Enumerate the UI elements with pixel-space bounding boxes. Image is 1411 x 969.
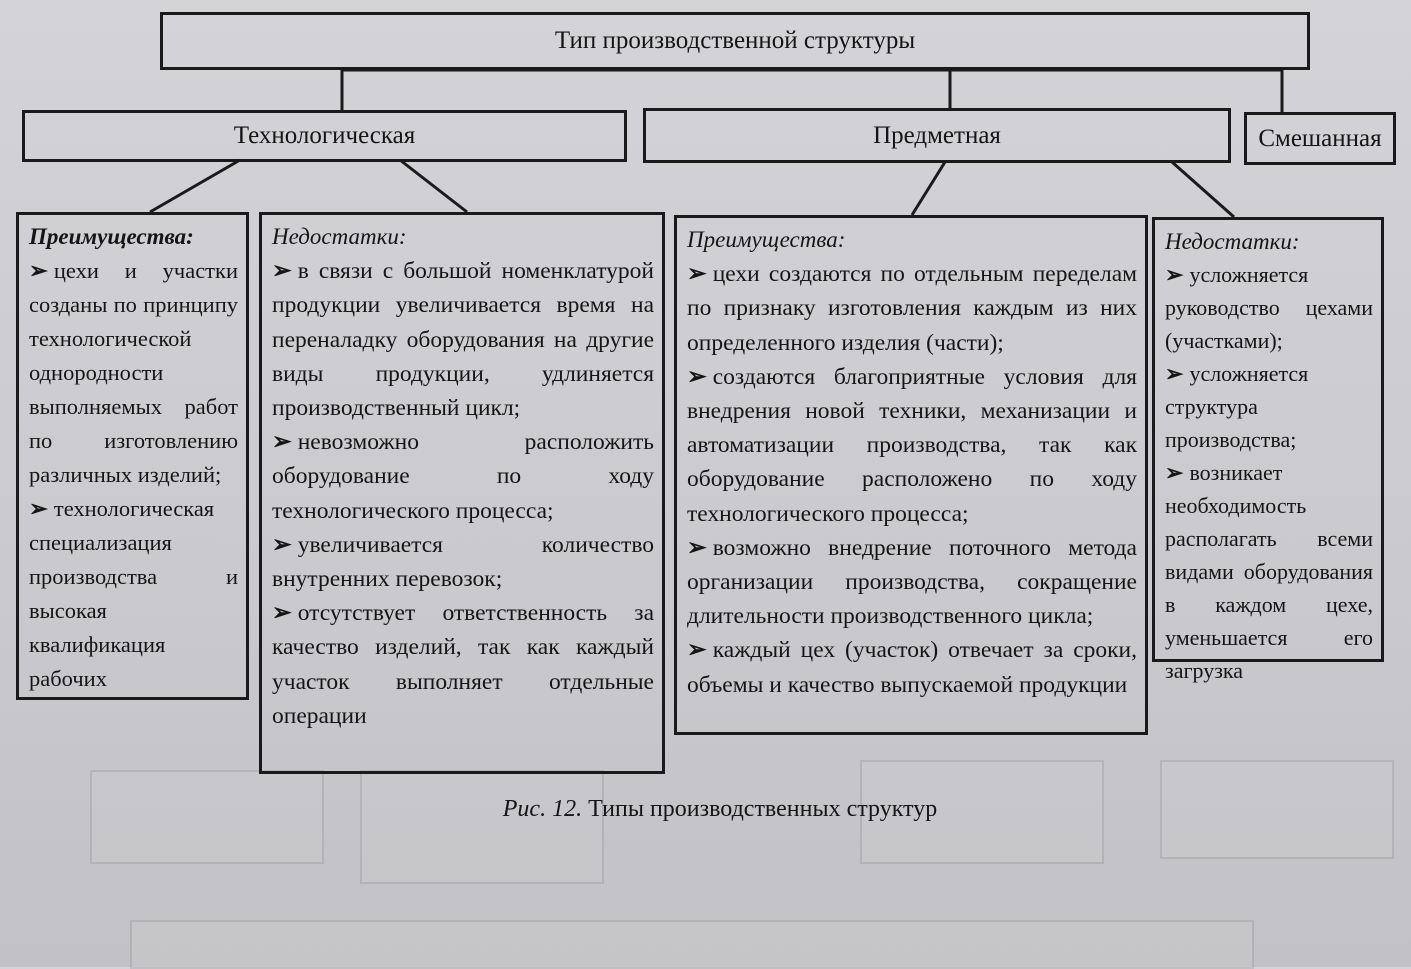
figure-label: Рис. 12. [502,796,583,822]
list-item: ➢ возникает необходимость располагать всеми видами оборудования в каждом цехе, уменьшается его загрузка [1165,460,1373,683]
arrow-bullet-icon: ➢ [272,600,292,627]
list-item: ➢ отсутствует ответственность за качество изделий, так как каждый участок выполняет отдельные операции [272,600,654,729]
subject-advantages-box [674,215,1148,735]
type-subject-box [643,108,1231,163]
list-item: ➢ технологическая специализация производства и высокая квалификация рабочих [29,496,238,691]
technological-advantages-list [29,254,238,696]
subject-advantages-list [687,257,1137,702]
arrow-bullet-icon: ➢ [1165,460,1184,485]
arrow-bullet-icon: ➢ [687,534,707,561]
arrow-bullet-icon: ➢ [687,261,707,288]
type-technological-label: Технологическая [233,122,416,149]
technological-disadvantages-box [259,212,665,774]
list-item: ➢ цехи и участки созданы по принципу технологической однородности выполняемых работ по изготовлению различных изделий; [29,258,238,487]
list-item: ➢ усложняется структура производства; [1165,361,1309,452]
arrow-bullet-icon: ➢ [272,429,292,456]
technological-disadvantages-heading: Недостатки: [272,224,407,249]
figure-caption [440,796,1000,823]
arrow-bullet-icon: ➢ [687,363,707,390]
arrow-bullet-icon: ➢ [29,496,48,521]
arrow-bullet-icon: ➢ [272,258,292,285]
arrow-bullet-icon: ➢ [687,637,707,664]
list-item: ➢ увеличивается количество внутренних перевозок; [272,531,654,593]
connector-tech-disadvantages [400,160,467,212]
subject-disadvantages-heading: Недостатки: [1165,229,1300,254]
list-item: ➢ создаются благоприятные условия для внедрения новой техники, механизации и автоматизации производства, так как оборудование расположено по ходу технологического процесса; [687,363,1137,527]
arrow-bullet-icon: ➢ [272,531,292,558]
type-mixed-box [1244,112,1396,165]
arrow-bullet-icon: ➢ [29,258,48,283]
arrow-bullet-icon: ➢ [1165,361,1184,386]
list-item: ➢ возможно внедрение поточного метода организации производства, сокращение длительности производственного цикла; [687,534,1137,630]
title-text: Тип производственной структуры [554,27,916,54]
type-technological-box [22,110,627,162]
list-item: ➢ цехи создаются по отдельным переделам по признаку изготовления каждым из них определенного изделия (части); [687,261,1137,356]
list-item: ➢ усложняется руководство цехами (участками); [1165,262,1373,353]
subject-disadvantages-box [1152,217,1384,683]
subject-advantages-heading: Преимущества: [687,227,846,252]
type-subject-label: Предметная [873,121,1001,149]
title-box [160,12,1310,70]
technological-advantages-box [16,212,249,700]
list-item: ➢ каждый цех (участок) отвечает за сроки, объемы и качество выпускаемой продукции [687,637,1137,698]
figure-caption-text: Типы производственных структур [588,796,938,822]
subject-disadvantages-list [1165,258,1373,687]
type-mixed-label: Смешанная [1258,124,1382,152]
connector-subject-advantages [912,162,945,215]
connector-tech-advantages [150,160,240,212]
technological-disadvantages-list [272,254,654,733]
technological-advantages-heading: Преимущества: [29,224,194,249]
arrow-bullet-icon: ➢ [1165,262,1184,287]
list-item: ➢ невозможно расположить оборудование по ходу технологического процесса; [272,429,654,524]
list-item: ➢ в связи с большой номенклатурой продукции увеличивается время на переналадку оборудования на другие виды продукции, удлиняется производственный цикл; [272,258,654,422]
connector-subject-disadvantages [1172,162,1234,217]
